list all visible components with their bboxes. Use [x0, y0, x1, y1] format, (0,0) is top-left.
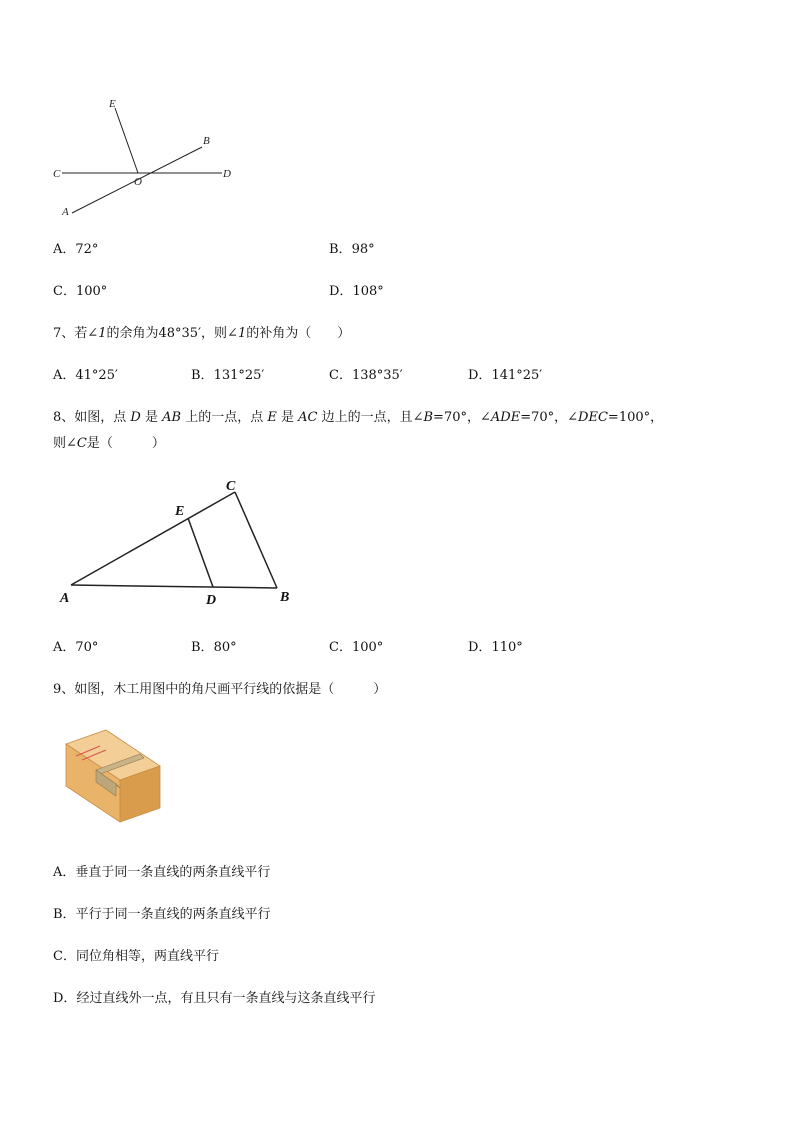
q8-stem-line1: 8、如图，点 D 是 AB 上的一点，点 E 是 AC 边上的一点，且∠B=70°，∠ADE=70°，∠DEC=100°，: [53, 410, 664, 425]
label-b: B: [280, 590, 290, 605]
label-e: E: [109, 98, 116, 110]
q6-option-b: B．98°: [329, 242, 375, 257]
q8-option-b: B．80°: [191, 640, 237, 655]
angle-lines-figure: [50, 92, 250, 222]
q9-option-a: A．垂直于同一条直线的两条直线平行: [53, 865, 271, 880]
triangle-figure: [50, 470, 310, 615]
side-ac: [71, 492, 235, 585]
label-b: B: [203, 135, 210, 147]
q9-option-c: C．同位角相等，两直线平行: [53, 949, 219, 964]
segment-de: [188, 518, 213, 587]
label-d: D: [206, 593, 217, 608]
label-e: E: [175, 504, 185, 519]
q8-option-a: A．70°: [53, 640, 99, 655]
q7-stem: 7、若∠1的余角为48°35′，则∠1的补角为（ ）: [53, 326, 351, 341]
label-c: C: [226, 479, 236, 494]
label-a: A: [60, 591, 70, 606]
q7-option-b: B．131°25′: [191, 368, 265, 383]
q6-option-d: D．108°: [329, 284, 384, 299]
side-ab: [71, 585, 277, 588]
carpenter-square-illustration: [62, 726, 172, 826]
q8-option-d: D．110°: [468, 640, 523, 655]
side-cb: [235, 492, 277, 588]
q8-stem-line2: 则∠C是（ ）: [53, 436, 165, 451]
label-a: A: [62, 206, 69, 218]
q7-option-a: A．41°25′: [53, 368, 118, 383]
ray-oe: [115, 108, 138, 173]
label-o: O: [134, 176, 142, 188]
q7-option-c: C．138°35′: [329, 368, 403, 383]
q7-option-d: D．141°25′: [468, 368, 543, 383]
label-d: D: [223, 168, 231, 180]
q9-stem: 9、如图，木工用图中的角尺画平行线的依据是（ ）: [53, 682, 387, 697]
q9-option-b: B．平行于同一条直线的两条直线平行: [53, 907, 271, 922]
q6-option-a: A．72°: [53, 242, 99, 257]
q8-option-c: C．100°: [329, 640, 384, 655]
q6-option-c: C．100°: [53, 284, 108, 299]
q9-option-d: D．经过直线外一点，有且只有一条直线与这条直线平行: [53, 991, 376, 1006]
label-c: C: [53, 168, 61, 180]
